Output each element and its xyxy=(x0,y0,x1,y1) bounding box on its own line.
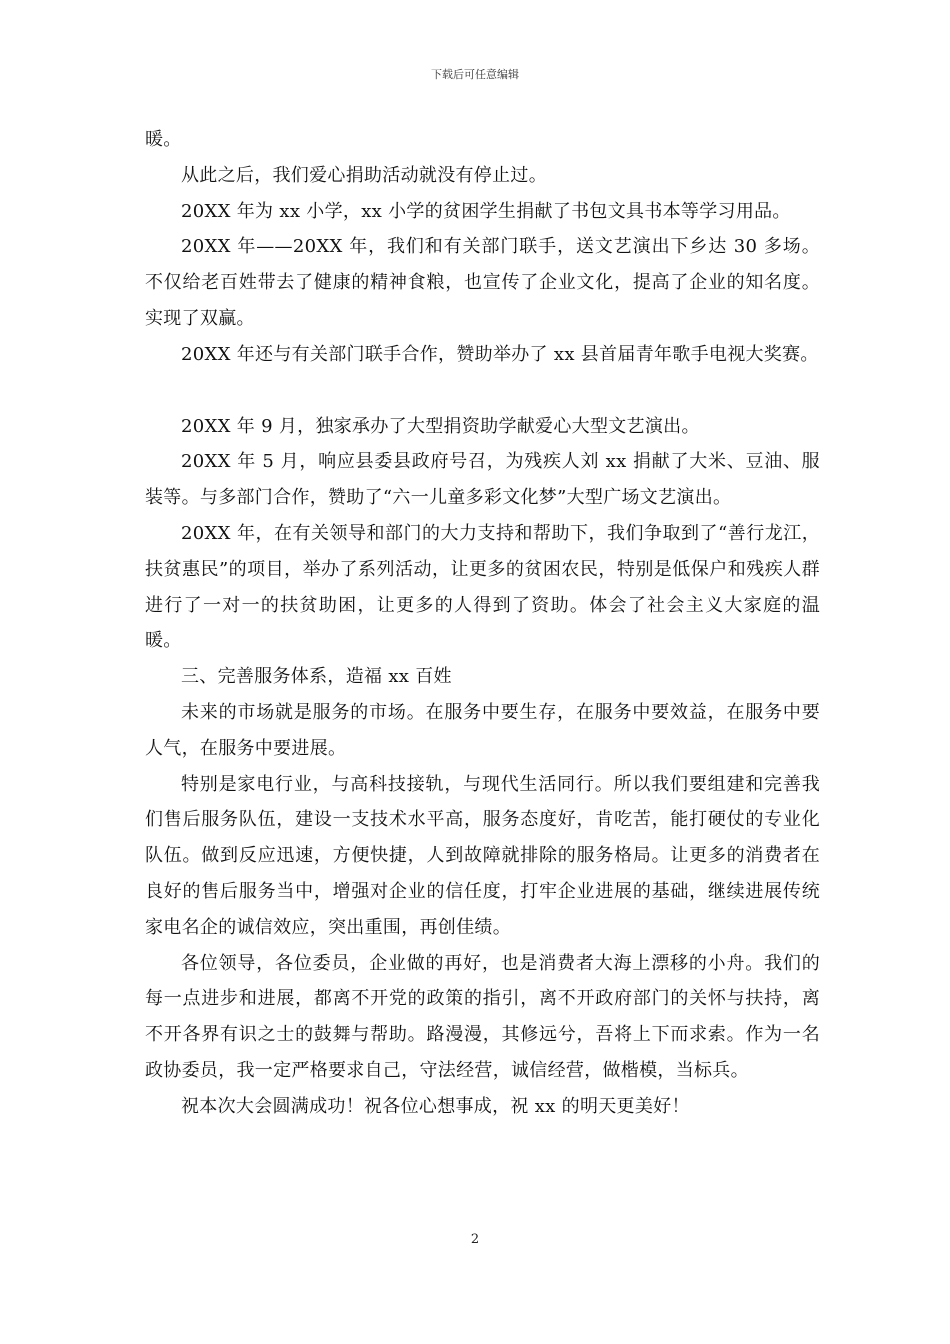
paragraph: 20XX 年，在有关领导和部门的大力支持和帮助下，我们争取到了“善行龙江，扶贫惠民”的项目，举办了系列活动，让更多的贫困农民，特别是低保户和残疾人群进行了一对一的扶贫助困，让更多的人得到了资助。体会了社会主义大家庭的温暖。 xyxy=(145,522,820,652)
paragraph: 特别是家电行业，与高科技接轨，与现代生活同行。所以我们要组建和完善我们售后服务队伍，建设一支技术水平高，服务态度好，肯吃苦，能打硬仗的专业化队伍。做到反应迅速，方便快捷，人到故障就排除的服务格局。让更多的消费者在良好的售后服务当中，增强对企业的信任度，打牢企业进展的基础，继续进展传统家电名企的诚信效应，突出重围，再创佳绩。 xyxy=(145,773,820,938)
page-header: 下载后可任意编辑 xyxy=(431,68,519,81)
paragraph: 20XX 年 9 月，独家承办了大型捐资助学献爱心大型文艺演出。 xyxy=(181,415,700,437)
section-heading: 三、完善服务体系，造福 xx 百姓 xyxy=(181,666,452,688)
paragraph: 从此之后，我们爱心捐助活动就没有停止过。 xyxy=(181,164,547,186)
paragraph: 20XX 年还与有关部门联手合作，赞助举办了 xx 县首届青年歌手电视大奖赛。 xyxy=(181,343,819,365)
paragraph: 各位领导，各位委员，企业做的再好，也是消费者大海上漂移的小舟。我们的每一点进步和进展，都离不开党的政策的指引，离不开政府部门的关怀与扶持，离不开各界有识之士的鼓舞与帮助。路漫漫，其修远兮，吾将上下而求索。作为一名政协委员，我一定严格要求自己，守法经营，诚信经营，做楷模，当标兵。 xyxy=(145,952,820,1081)
paragraph: 祝本次大会圆满成功！祝各位心想事成，祝 xx 的明天更美好！ xyxy=(181,1095,690,1117)
paragraph: 20XX 年为 xx 小学，xx 小学的贫困学生捐献了书包文具书本等学习用品。 xyxy=(181,200,791,222)
paragraph: 20XX 年 5 月，响应县委县政府号召，为残疾人刘 xx 捐献了大米、豆油、服装等。与多部门合作，赞助了“六一儿童多彩文化梦”大型广场文艺演出。 xyxy=(145,451,820,509)
document-body xyxy=(145,122,820,1125)
page-number: 2 xyxy=(470,1232,480,1247)
paragraph: 未来的市场就是服务的市场。在服务中要生存，在服务中要效益，在服务中要人气，在服务中要进展。 xyxy=(145,701,820,759)
paragraph: 暖。 xyxy=(145,129,182,150)
paragraph: 20XX 年——20XX 年，我们和有关部门联手，送文艺演出下乡达 30 多场。不仅给老百姓带去了健康的精神食粮，也宣传了企业文化，提高了企业的知名度。实现了双赢。 xyxy=(145,236,820,329)
